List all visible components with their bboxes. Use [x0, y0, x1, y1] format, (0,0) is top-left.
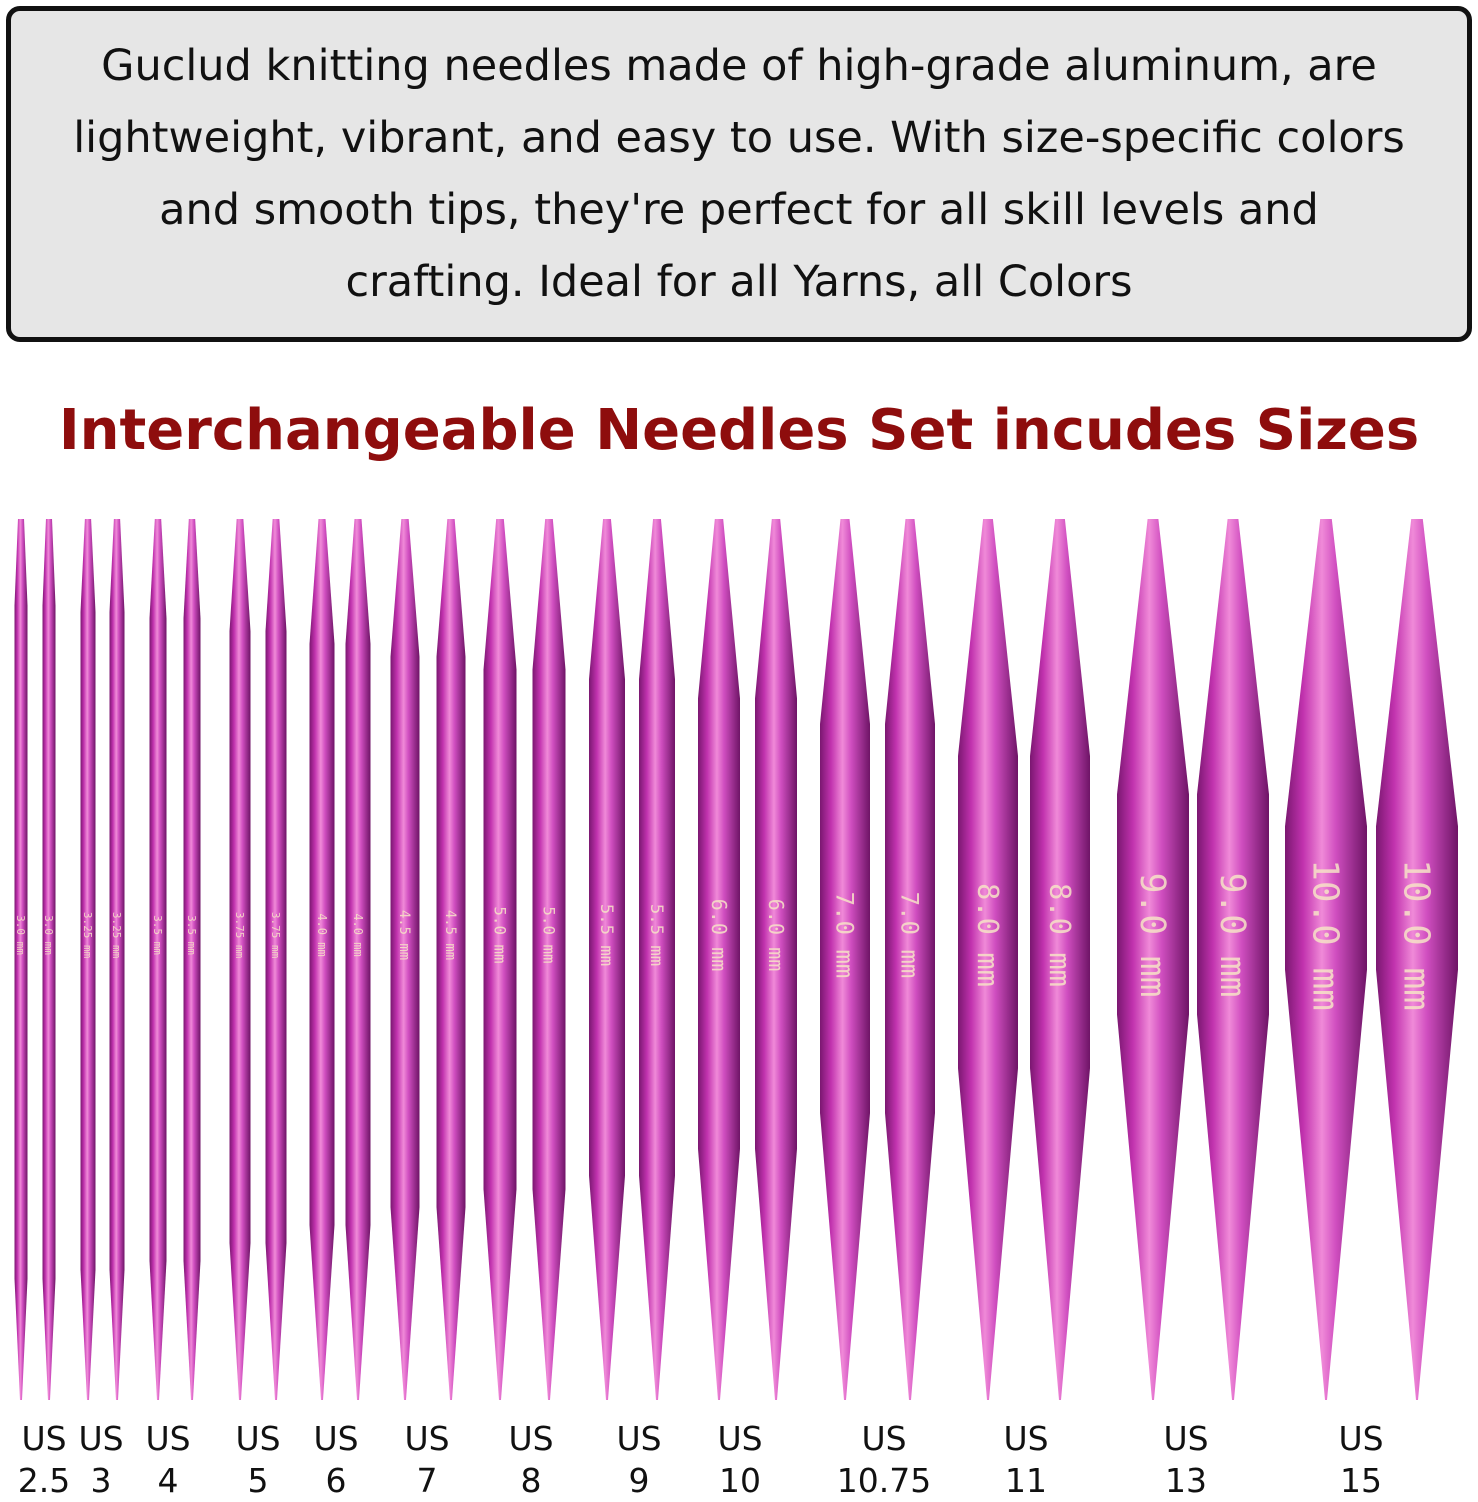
- needle-5-2: [266, 519, 287, 1400]
- needle-layer: [14, 519, 1458, 1400]
- needle-set-illustration: [0, 505, 1478, 1405]
- size-label-us-2.5: [18, 1418, 70, 1502]
- size-label-prefix: US: [508, 1419, 554, 1458]
- size-label-value: 5: [247, 1461, 269, 1500]
- needle-size-text-5-1: 3.75 mm: [233, 911, 247, 959]
- size-label-us-11: [1003, 1418, 1048, 1502]
- size-label-value: 15: [1339, 1461, 1382, 1500]
- size-label-value: 10: [718, 1461, 761, 1500]
- needle-size-text-2.5-2: 3.0 mm: [42, 915, 56, 955]
- size-label-us-9: [616, 1418, 661, 1502]
- needle-size-text-11-2: 8.0 mm: [1042, 882, 1077, 988]
- size-label-prefix: US: [21, 1419, 67, 1458]
- size-label-us-15: [1338, 1418, 1383, 1502]
- size-label-us-5: [235, 1418, 280, 1502]
- needle-size-text-15-1: 10.0 mm: [1304, 859, 1346, 1011]
- needle-4-1: [150, 519, 167, 1400]
- size-label-prefix: US: [1003, 1419, 1049, 1458]
- sizes-heading: Interchangeable Needles Set incudes Sizes: [58, 398, 1420, 463]
- size-label-us-3: [78, 1418, 123, 1502]
- needle-size-text-13-1: 9.0 mm: [1131, 872, 1172, 998]
- size-label-prefix: US: [78, 1419, 124, 1458]
- size-label-us-10: [717, 1418, 762, 1502]
- size-label-us-6: [313, 1418, 358, 1502]
- needle-size-text-2.5-1: 3.0 mm: [14, 915, 28, 955]
- size-label-value: 10.75: [836, 1461, 932, 1500]
- needle-size-text-4-1: 3.5 mm: [151, 915, 165, 955]
- needle-size-text-4-2: 3.5 mm: [185, 915, 199, 955]
- size-label-value: 4: [157, 1461, 179, 1500]
- size-label-prefix: US: [145, 1419, 191, 1458]
- size-label-us-13: [1163, 1418, 1208, 1502]
- needle-size-text-11-1: 8.0 mm: [970, 882, 1005, 988]
- needle-size-text-6-1: 4.0 mm: [314, 913, 329, 957]
- size-label-value: 6: [325, 1461, 347, 1500]
- size-label-value: 9: [628, 1461, 650, 1500]
- needle-6-1: [310, 519, 335, 1400]
- needle-3-2: [110, 519, 125, 1400]
- size-label-prefix: US: [404, 1419, 450, 1458]
- needle-size-text-5-2: 3.75 mm: [269, 911, 283, 959]
- intro-text: Guclud knitting needles made of high-grade aluminum, are lightweight, vibrant, and easy to use. With size-specific colors and smooth tips, they're perfect for all skill levels and crafting. Ideal for all Yarns, all Colors: [73, 41, 1405, 307]
- size-label-value: 3: [90, 1461, 112, 1500]
- needle-size-text-13-2: 9.0 mm: [1211, 872, 1252, 998]
- needle-size-text-7-2: 4.5 mm: [442, 909, 459, 961]
- needle-size-text-3-2: 3.25 mm: [110, 911, 124, 959]
- size-label-prefix: US: [313, 1419, 359, 1458]
- intro-box: [6, 6, 1472, 342]
- size-label-value: 7: [416, 1461, 438, 1500]
- size-label-prefix: US: [1163, 1419, 1209, 1458]
- needle-size-text-10.75-2: 7.0 mm: [895, 891, 924, 979]
- size-label-prefix: US: [717, 1419, 763, 1458]
- needle-size-text-9-1: 5.5 mm: [595, 903, 616, 967]
- size-label-prefix: US: [616, 1419, 662, 1458]
- size-label-us-8: [508, 1418, 553, 1502]
- needle-size-text-6-2: 4.0 mm: [350, 913, 365, 957]
- size-label-us-10.75: [837, 1418, 931, 1502]
- needle-5-1: [230, 519, 251, 1400]
- needle-size-text-15-2: 10.0 mm: [1395, 859, 1437, 1011]
- size-label-prefix: US: [235, 1419, 281, 1458]
- needle-size-text-3-1: 3.25 mm: [81, 911, 95, 959]
- size-label-value: 13: [1164, 1461, 1207, 1500]
- needle-size-text-9-2: 5.5 mm: [645, 903, 666, 967]
- needle-size-text-10-1: 6.0 mm: [706, 898, 731, 972]
- needle-2.5-1: [15, 519, 28, 1400]
- size-label-us-4: [145, 1418, 190, 1502]
- needle-size-text-7-1: 4.5 mm: [396, 909, 413, 961]
- size-label-prefix: US: [861, 1419, 907, 1458]
- size-label-value: 8: [520, 1461, 542, 1500]
- needle-size-text-10.75-1: 7.0 mm: [830, 891, 859, 979]
- size-label-value: 2.5: [17, 1461, 71, 1500]
- size-label-prefix: US: [1338, 1419, 1384, 1458]
- needle-size-text-10-2: 6.0 mm: [763, 898, 788, 972]
- needle-size-text-8-2: 5.0 mm: [539, 906, 559, 964]
- needle-6-2: [346, 519, 371, 1400]
- needle-4-2: [184, 519, 201, 1400]
- size-label-value: 11: [1004, 1461, 1047, 1500]
- needle-2.5-2: [43, 519, 56, 1400]
- size-label-us-7: [404, 1418, 449, 1502]
- needle-3-1: [81, 519, 96, 1400]
- needle-size-text-8-1: 5.0 mm: [490, 906, 510, 964]
